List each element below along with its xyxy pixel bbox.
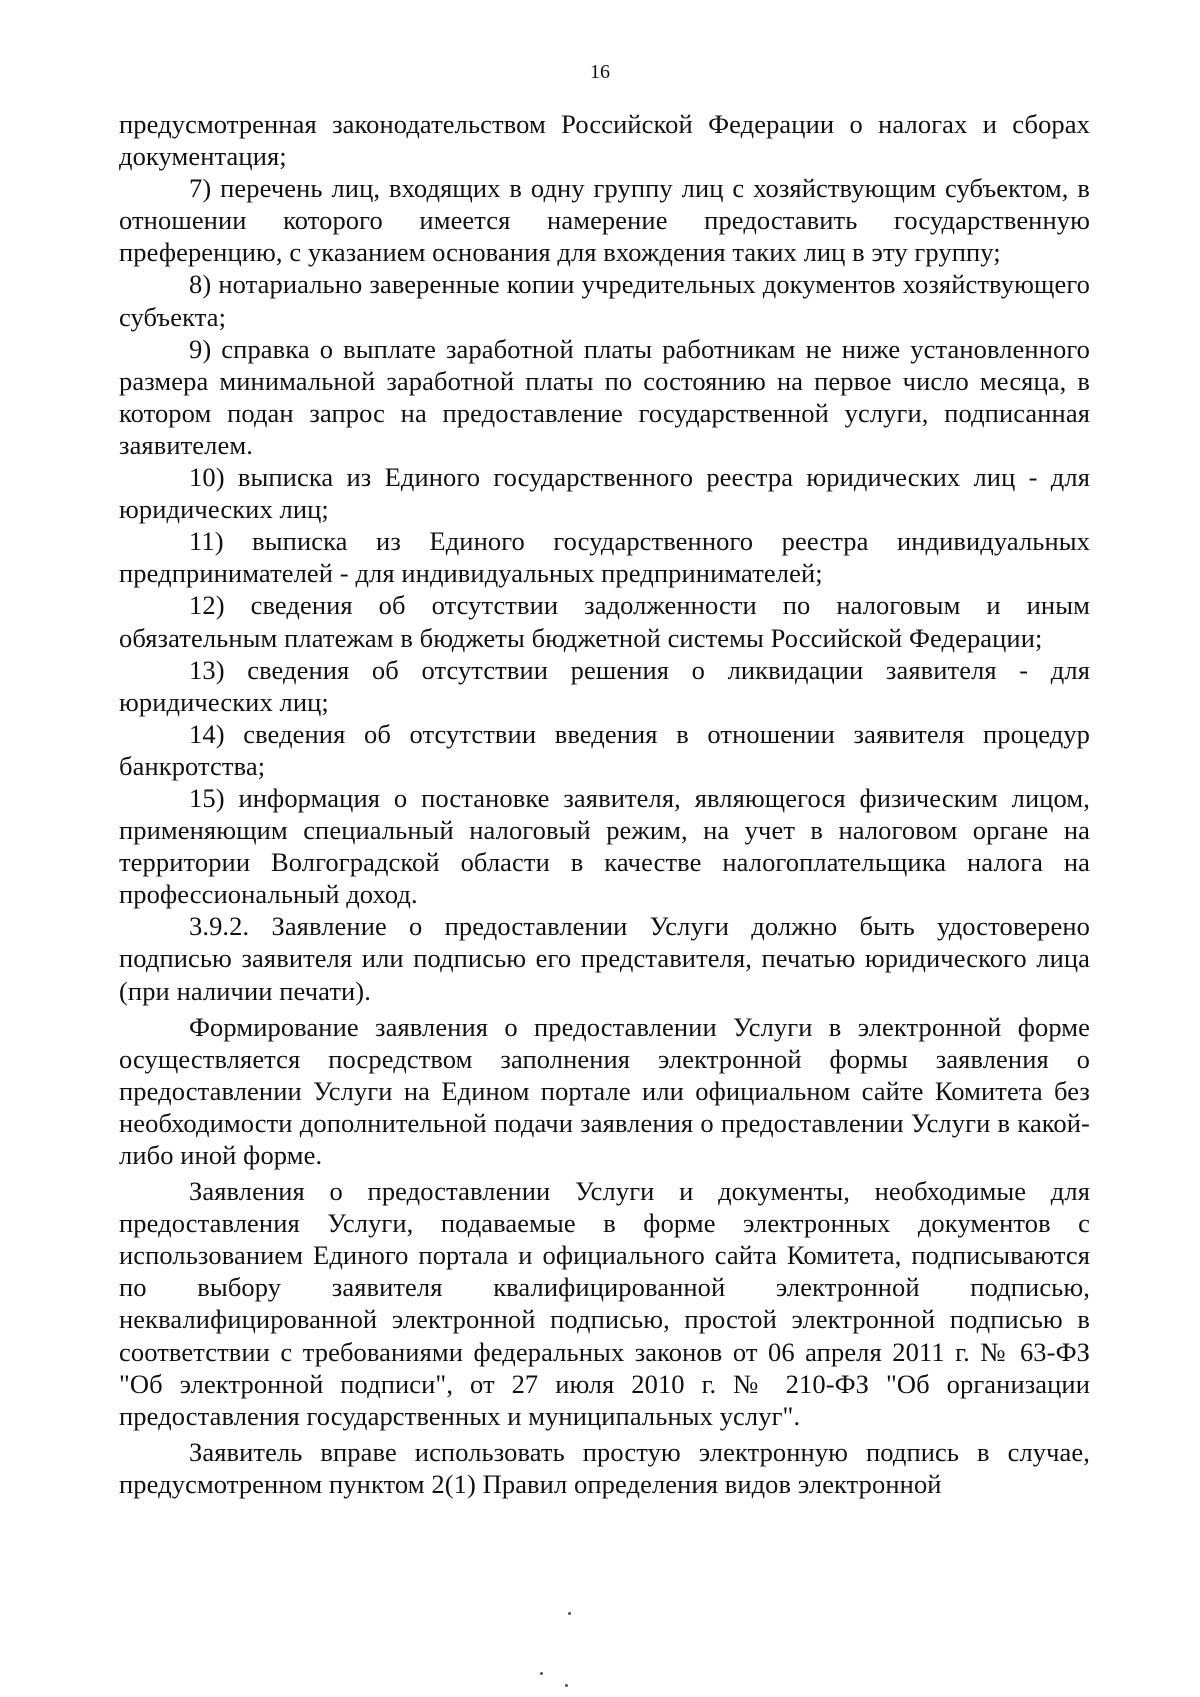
paragraph-continuation: предусмотренная законодательством Российской Федерации о налогах и сборах документация; <box>119 109 1090 172</box>
document-body <box>119 108 1090 1500</box>
paragraph-signatures: Заявления о предоставлении Услуги и документы, необходимые для предоставления Услуги, подаваемые в форме электронных документов с использованием Единого портала и официального сайта Комитета, подписываются по выбору заявителя квалифицированной электронной подписью, неквалифицированной электронной подписью, простой электронной подписью в соответствии с требованиями федеральных законов от 06 апреля 2011 г. № 63-ФЗ "Об электронной подписи", от 27 июля 2010 г. № 210-ФЗ "Об организации предоставления государственных и муниципальных услуг". <box>119 1176 1090 1431</box>
scan-speck <box>540 1672 543 1675</box>
list-item-8: 8) нотариально заверенные копии учредительных документов хозяйствующего субъекта; <box>119 269 1090 332</box>
paragraph-simple-signature: Заявитель вправе использовать простую электронную подпись в случае, предусмотренном пунктом 2(1) Правил определения видов электронной <box>119 1436 1090 1499</box>
paragraph-electronic-form: Формирование заявления о предоставлении Услуги в электронной форме осуществляется посредством заполнения электронной формы заявления о предоставлении Услуги на Едином портале или официальном сайте Комитета без необходимости дополнительной подачи заявления о предоставлении Услуги в какой-либо иной форме. <box>119 1011 1090 1170</box>
list-item-12: 12) сведения об отсутствии задолженности по налоговым и иным обязательным платежам в бюджеты бюджетной системы Российской Федерации; <box>119 590 1090 653</box>
list-item-11: 11) выписка из Единого государственного реестра индивидуальных предпринимателей - для индивидуальных предпринимателей; <box>119 526 1090 589</box>
scan-speck <box>568 1612 571 1615</box>
list-item-15: 15) информация о постановке заявителя, являющегося физическим лицом, применяющим специальный налоговый режим, на учет в налоговом органе на территории Волгоградской области в качестве налогоплательщика налога на профессиональный доход. <box>119 782 1090 910</box>
list-item-7: 7) перечень лиц, входящих в одну группу лиц с хозяйствующим субъектом, в отношении которого имеется намерение предоставить государственную преференцию, с указанием основания для вхождения таких лиц в эту группу; <box>119 173 1090 268</box>
list-item-13: 13) сведения об отсутствии решения о ликвидации заявителя - для юридических лиц; <box>119 654 1090 717</box>
list-item-10: 10) выписка из Единого государственного реестра юридических лиц - для юридических лиц; <box>119 462 1090 525</box>
list-item-14: 14) сведения об отсутствии введения в отношении заявителя процедур банкротства; <box>119 718 1090 781</box>
section-3-9-2: 3.9.2. Заявление о предоставлении Услуги должно быть удостоверено подписью заявителя или подписью его представителя, печатью юридического лица (при наличии печати). <box>119 911 1090 1006</box>
scan-speck <box>565 1684 568 1687</box>
page-number: 16 <box>590 61 610 83</box>
list-item-9: 9) справка о выплате заработной платы работникам не ниже установленного размера минимальной заработной платы по состоянию на первое число месяца, в котором подан запрос на предоставление государственной услуги, подписанная заявителем. <box>119 333 1090 460</box>
